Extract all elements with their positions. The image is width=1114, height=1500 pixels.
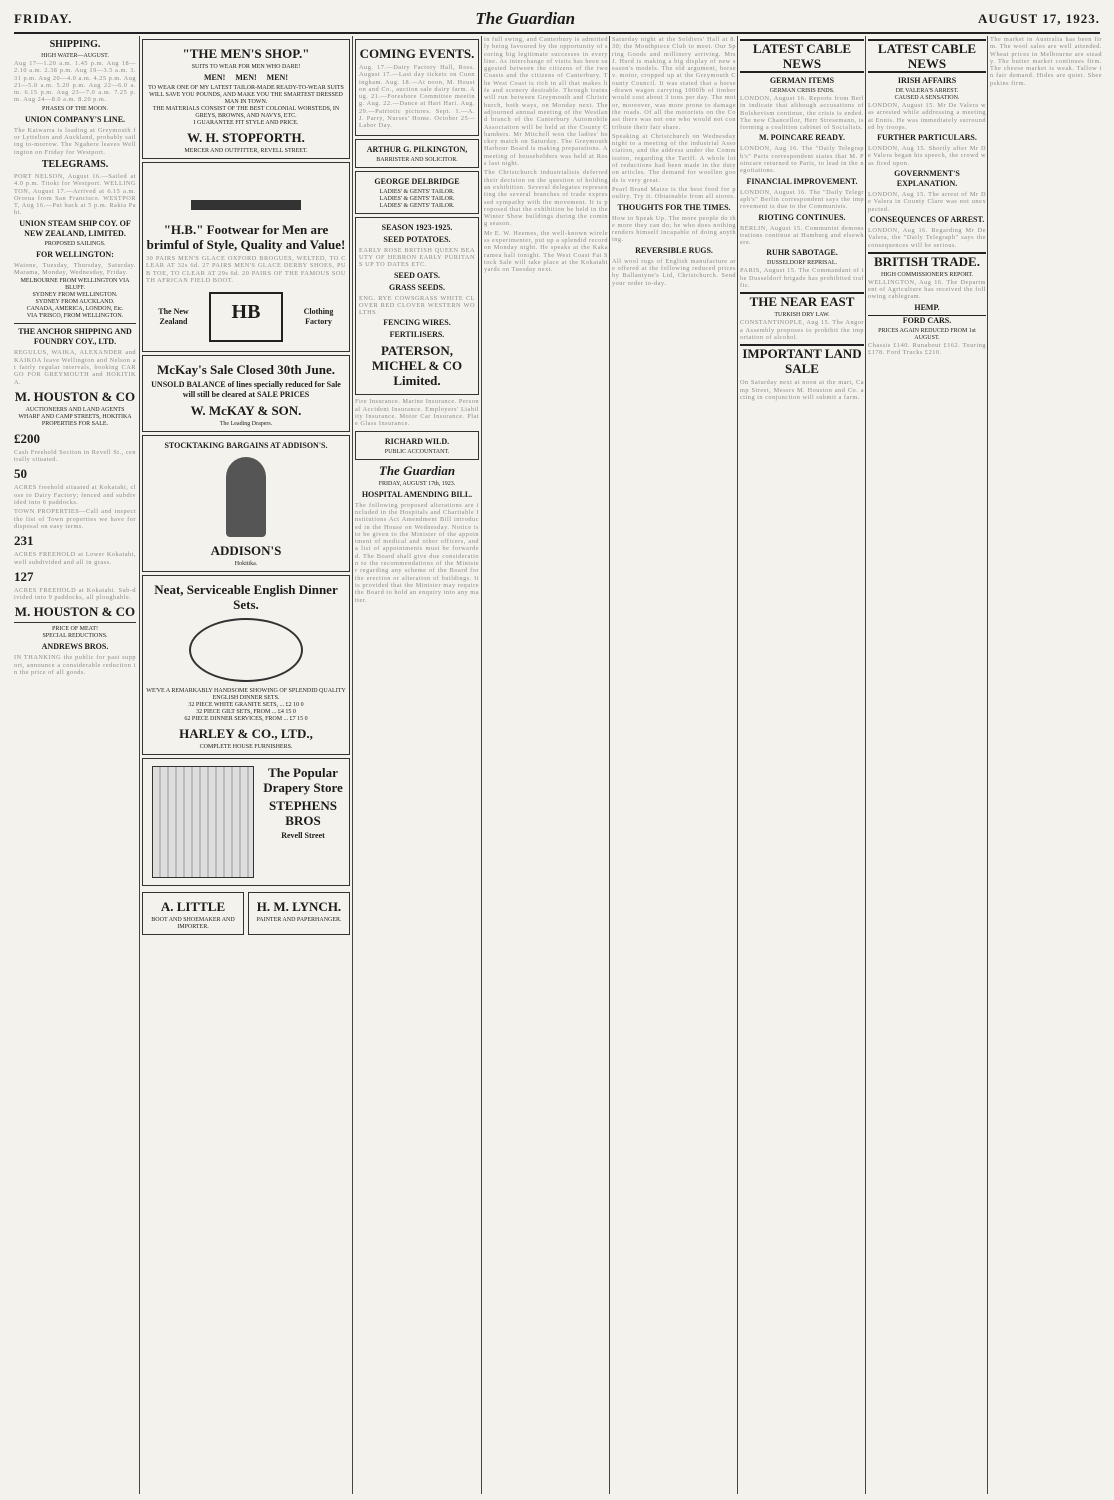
- property-text: ACRES FREEHOLD at Kokatahi. Sub-divided into 9 paddocks, all ploughable.: [14, 586, 136, 602]
- column-news: [484, 36, 608, 1494]
- shoe-illustration: [181, 170, 311, 218]
- pilkington-ad: [355, 139, 479, 168]
- divider: [14, 323, 136, 324]
- men-word-1: MEN!: [204, 73, 226, 82]
- column-rule: [609, 36, 610, 1494]
- mens-shop-guarantee: I GUARANTEE FIT STYLE AND PRICE.: [193, 120, 299, 126]
- masthead: The Guardian: [475, 9, 576, 28]
- dinner-showing: WE'VE A REMARKABLY HANDSOME SHOWING OF SPLENDID QUALITY ENGLISH DINNER SETS.: [146, 688, 346, 702]
- set-price-1: 32 PIECE WHITE GRANITE SETS, ... £2 10 0: [188, 702, 304, 709]
- telegrams-text: PORT NELSON, August 16.—Sailed at 4.0 p.m. Titoki for Westport. WELLINGTON, August 17.—Arrived at 6.15 a.m. Ororua from San Francisco. WESTPORT, Aug 16.—Put back at 5 p.m. Rakia Pahi.: [14, 172, 136, 217]
- meat-heading: PRICE OF MEAT!: [51, 626, 98, 633]
- fertilisers: FERTILISERS.: [389, 330, 445, 340]
- hospital-heading: HOSPITAL AMENDING BILL.: [361, 489, 473, 499]
- column-advertisements: [142, 36, 350, 1494]
- lady-illustration: [226, 457, 266, 537]
- irish-text: LONDON, August 15. Mr De Valera was arrested while addressing a meeting at Ennis. He was immediately surrounded by troops.: [868, 102, 986, 131]
- bottom-ads: [142, 889, 350, 938]
- for-wellington: FOR WELLINGTON:: [36, 249, 114, 259]
- land-sale-heading: IMPORTANT LAND SALE: [740, 344, 864, 376]
- men-word: [146, 73, 346, 83]
- column-cables: [740, 36, 864, 1494]
- property-text: ACRES freehold situated at Kokatahi, close to Dairy Factory; fenced and subdivided into 6 paddocks.: [14, 484, 136, 507]
- prices-heading: PRICES AGAIN REDUCED FROM 1st AUGUST.: [878, 327, 976, 341]
- tailor-2: LADIES' & GENTS' TAILOR.: [379, 195, 455, 202]
- property-text: ACRES FREEHOLD at Lower Kokatahi, well subdivided and all in grass.: [14, 551, 136, 566]
- hb-left-word: The New Zealand: [158, 307, 189, 327]
- ruhr-heading: RUHR SABOTAGE.: [766, 248, 838, 258]
- irish-heading: IRISH AFFAIRS: [897, 76, 957, 85]
- popular-store: The Popular Drapery Store: [263, 765, 343, 796]
- column-events: [355, 36, 479, 1494]
- cable-heading-2: LATEST CABLE NEWS: [868, 39, 986, 73]
- houston-heading-2: M. HOUSTON & CO: [14, 604, 136, 620]
- wild-sub: PUBLIC ACCOUNTANT.: [384, 448, 450, 455]
- column-cables-3: [990, 36, 1102, 1494]
- commissioner-heading: HIGH COMMISSIONER'S REPORT.: [880, 271, 974, 278]
- frisco-heading: VIA 'FRISCO, FROM WELLINGTON.: [26, 313, 124, 320]
- mens-shop-suits: SUITS TO WEAR FOR MEN WHO DARE!: [191, 64, 301, 70]
- properties-heading: PROPERTIES FOR SALE.: [41, 420, 109, 427]
- column-rule: [481, 36, 482, 1494]
- stephens-street: Revell Street: [281, 831, 325, 841]
- column-rule: [352, 36, 353, 1494]
- turkish-sub: TURKISH DRY LAW.: [774, 312, 830, 319]
- dinner-sets-ad: [142, 575, 350, 755]
- men-word-2: MEN!: [235, 73, 257, 82]
- column-rule: [139, 36, 140, 1494]
- news-text-2: The Christchurch industrialists deferred their decision on the question of holding an exhibition. Several delegates representing the several branches of trade expressed sympathy with the movement. It is proposed that the exhibition be held in the Winter Show buildings during the coming season.: [484, 169, 608, 228]
- poincare-heading: M. POINCARE READY.: [759, 133, 845, 143]
- dusseldorf-sub: DUSSELDORF REPRISAL.: [766, 260, 837, 267]
- header-day: FRIDAY.: [14, 11, 73, 26]
- lynch-sub: PAINTER AND PAPERHANGER.: [256, 917, 342, 924]
- little-sub: BOOT AND SHOEMAKER AND IMPORTER.: [151, 917, 235, 931]
- mckay-tagline: The Leading Drapers.: [219, 421, 273, 428]
- divider: [14, 622, 136, 623]
- addison-location: Hokitika.: [234, 561, 258, 568]
- andrews-heading: ANDREWS BROS.: [41, 642, 109, 652]
- mens-shop-title: "THE MEN'S SHOP.": [182, 46, 310, 61]
- set-price-2: 32 PIECE GILT SETS, FROM ... £4 15 0: [196, 709, 296, 716]
- acres-50: 50: [14, 466, 27, 482]
- editorial-text: The following proposed alterations are included in the Hospitals and Charitable Institutions Act Amendment Bill introduced in the House on Wednesday. Notice is to be given to the Minister of the appointment of medical and other officers, and a list of appointments must be forwarded. The Board shall give due consideration to the recommendations of the Minister regarding any scheme of the Board for the erection or alteration of buildings. It is provided that the Minister may require the Board to hold an enquiry into any matter.: [355, 501, 479, 604]
- column-news-2: [612, 36, 736, 1494]
- store-illustration: [152, 766, 254, 878]
- page-header: [14, 6, 1100, 34]
- german-sub: GERMAN CRISIS ENDS.: [769, 88, 835, 94]
- tailor-1: LADIES' & GENTS' TAILOR.: [379, 188, 455, 195]
- coming-events-title: COMING EVENTS.: [359, 46, 475, 61]
- fencing-wires: FENCING WIRES.: [383, 318, 451, 328]
- hemp-heading: HEMP.: [914, 302, 940, 312]
- stephens-ad: [142, 758, 350, 886]
- rioting-text: BERLIN, August 15. Communist demonstrations continue at Hamburg and elsewhere.: [740, 224, 864, 247]
- events-text: Aug. 17.—Dairy Factory Hall, Ross. August 17.—Last day tickets on Cunningham. Aug. 18.—At noon, M. Houston and Co., auction sale dairy farm. Aug. 21.—Foreshore Committee meeting. Aug. 22.—Dance at Hari Hari. Aug. 29.—Patriotic pictures. Sept. 1.—A. J. Parry, Nurses' Home. October 25—Labor Day.: [359, 64, 475, 130]
- sydney1-heading: SYDNEY FROM WELLINGTON.: [32, 292, 118, 299]
- potato-list: EARLY ROSE BRITISH QUEEN BEAUTY OF HEBRON EARLY PURITANS UP TO DATES ETC.: [359, 246, 475, 269]
- cable-heading: LATEST CABLE NEWS: [740, 39, 864, 73]
- mckay-ad: [142, 355, 350, 432]
- column-rule: [737, 36, 738, 1494]
- delbridge-ad: [355, 171, 479, 214]
- wharf-text: WHARF AND CAMP STREETS, HOKITIKA: [18, 413, 132, 420]
- wellington-text: Waione, Tuesday, Thursday, Saturday. Marama, Monday, Wednesday, Friday.: [14, 261, 136, 277]
- seed-oats: SEED OATS.: [393, 270, 441, 280]
- hb-logo-mark: HB: [231, 301, 261, 324]
- houston-sub: AUCTIONEERS AND LAND AGENTS: [25, 406, 125, 413]
- property-text: Cash Freehold Section in Revell St., centrally situated.: [14, 448, 136, 464]
- financial-text: LONDON, August 16. The "Daily Telegraph's" Berlin correspondent says the improvement is due to the Communists.: [740, 188, 864, 211]
- men-word-3: MEN!: [266, 73, 288, 82]
- anchor-heading: THE ANCHOR SHIPPING AND FOUNDRY COY., LTD.: [18, 327, 132, 347]
- mckay-name: W. McKAY & SON.: [190, 403, 302, 419]
- wild-ad: [355, 431, 479, 460]
- german-text: LONDON, August 16. Reports from Berlin indicate that although accusations of Bolshevism continue, the crisis is ended. The new Chancellor, Herr Stresemann, is forming a coalition cabinet of Socialists.: [740, 95, 864, 132]
- near-east-text: CONSTANTINOPLE, Aug 15. The Angora Assembly proposes to prohibit the importation of alcohol.: [740, 319, 864, 341]
- pilkington-sub: BARRISTER AND SOLICITOR.: [376, 156, 458, 163]
- news-text: The market in Australia has been firm. The wool sales are well attended. Wheat prices in Melbourne are steady. The butter market continues firm. The cheese market is weak. Tallow in fair demand. Hides are quiet. Sheepskins firm.: [990, 36, 1102, 87]
- property-text: TOWN PROPERTIES—Call and inspect the list of Town properties we have for disposal on easy terms.: [14, 508, 136, 530]
- news-text-3: Pearl Brand Maize is the best food for poultry. Try it. Obtainable from all stores.: [612, 185, 736, 201]
- stopforth-sub: MERCER AND OUTFITTER, REVELL STREET.: [184, 148, 308, 154]
- wild-name: RICHARD WILD.: [384, 436, 450, 446]
- acres-231: 231: [14, 533, 34, 549]
- reductions-heading: SPECIAL REDUCTIONS.: [42, 633, 108, 640]
- mckay-sub: UNSOLD BALANCE of lines specially reduced for Sale will still be cleared at SALE PRICES: [151, 380, 341, 400]
- rioting-heading: RIOTING CONTINUES.: [758, 212, 846, 222]
- further-heading: FURTHER PARTICULARS.: [877, 133, 977, 143]
- further-text: LONDON, Aug 15. Shortly after Mr De Valera began his speech, the crowd was fired upon.: [868, 145, 986, 167]
- mens-shop-wear: TO WEAR ONE OF MY LATEST TAILOR-MADE READY-TO-WEAR SUITS WILL SAVE YOU POUNDS, AND MAKE YOU THE SMARTEST DRESSED MAN IN TOWN.: [148, 85, 344, 105]
- union-text: The Kaiwarra is loading at Greymouth for Lyttelton and Auckland, probably sailing to-morrow. The Ngahere leaves Wellington on Friday for Westport.: [14, 126, 136, 156]
- stephens-name: STEPHENS BROS: [269, 798, 337, 829]
- column-shipping: [14, 36, 136, 1494]
- rugs-heading: REVERSIBLE RUGS.: [635, 245, 713, 255]
- paterson-name: PATERSON, MICHEL & CO Limited.: [371, 343, 463, 389]
- column-rule: [987, 36, 988, 1494]
- little-ad: [142, 892, 244, 935]
- conseq-heading: CONSEQUENCES OF ARREST.: [869, 214, 985, 224]
- tailor-3: LADIES' & GENTS' TAILOR.: [379, 202, 455, 209]
- gov-heading: GOVERNMENT'S EXPLANATION.: [894, 169, 960, 189]
- ussco-heading: UNION STEAM SHIP COY. OF NEW ZEALAND, LIMITED.: [19, 218, 131, 238]
- mens-shop-ad: [142, 39, 350, 159]
- news-text: Saturday night at the Soldiers' Hall at 8.30; the Mouthpiece Club to meet. Our Spring Goods and millinery arriving. Mrs J. Hurd is making a big display of new season's models. The old argument, horse v. motor, cropped up at the Greymouth County Council. It was stated that a horse-drawn wagon carrying 1000lb of timber would cost about 3 tons per day. The motor, moreover, was more prone to damage the roads. Of all the motorists on the Coast there was not one who would not contribute their fair share.: [612, 36, 736, 131]
- telegrams-heading: TELEGRAMS.: [41, 158, 109, 170]
- lynch-name: H. M. LYNCH.: [256, 899, 342, 915]
- stephens-text: [260, 762, 346, 882]
- column-cables-2: [868, 36, 986, 1494]
- shipping-heading: SHIPPING.: [49, 39, 101, 50]
- gov-text: LONDON, Aug 15. The arrest of Mr De Valera in County Clare was not unexpected.: [868, 191, 986, 213]
- sydney2-heading: SYDNEY FROM AUCKLAND.: [35, 299, 115, 306]
- price-200: £200: [14, 430, 40, 446]
- news-text: in full swing, and Canterbury is admittedly being favoured by the opportunity of scoring big legitimate successes in every line. As interchange of visits has been suggested between the citizens of the two Coasts and the citizens of Canterbury. The West Coast is rich in all that makes life and scenery desirable. Through trains will run between Greymouth and Christchurch, both ways, on Monday next. The adjourned annual meeting of the Westland branch of the Canterbury Automobile Association will be held at the County Chambers. Mr Mitchell won the ladies' hockey match on Saturday. The Greymouth Harbour Board is making preparations. A meeting of householders was held at Ross last night.: [484, 36, 608, 168]
- header-date: AUGUST 17, 1923.: [978, 11, 1100, 26]
- seed-potatoes: SEED POTATOES.: [383, 234, 451, 244]
- season-title: SEASON 1923-1925.: [381, 222, 453, 232]
- land-sale-text: On Saturday next at noon at the mart, Camp Street, Messrs M. Houston and Co. acting in conjunction will submit a farm.: [740, 379, 864, 401]
- coming-events: [355, 39, 479, 136]
- hb-headline: "H.B." Footwear for Men are brimful of Style, Quality and Value!: [146, 222, 346, 252]
- proposed-sailings: PROPOSED SAILINGS.: [44, 240, 106, 247]
- poincare-text: LONDON, Aug 16. The "Daily Telegraph's" Paris correspondent states that M. Poincare returned to Paris, to lead in the negotiations.: [740, 145, 864, 175]
- acres-127: 127: [14, 568, 34, 584]
- grass-seeds: GRASS SEEDS.: [388, 282, 446, 292]
- financial-heading: FINANCIAL IMPROVEMENT.: [746, 176, 858, 186]
- sensation-heading: CAUSED A SENSATION.: [894, 95, 960, 101]
- ruhr-text: PARIS, August 15. The Commandant of the Dusseldorf brigade has prohibited traffic.: [740, 267, 864, 290]
- ford-heading: FORD CARS.: [868, 315, 986, 326]
- news-text-2: Speaking at Christchurch on Wednesday night to a meeting of the industrial Association, and the address under the Commission, regarding the Tariff. A whole lot of reductions had been made in the duty on articles. The demand for woollen goods is very great.: [612, 132, 736, 184]
- hb-footwear-ad: [142, 162, 350, 352]
- hb-list: 30 PAIRS MEN'S GLACE OXFORD BROGUES, WELTED, TO CLEAR AT 32s 6d. 27 PAIRS MEN'S GLACE DERBY SHOES, PUB TOE, TO CLEAR AT 29s 6d. 20 PAIRS OF THE FAMOUS SOUTH AFRICAN FIELD BOOT.: [146, 255, 346, 284]
- houston-heading: M. HOUSTON & CO: [14, 388, 136, 404]
- column-rule: [865, 36, 866, 1494]
- news-text-3: Mr E. W. Heemes, the well-known wireless experimenter, put up a splendid record on Monday night. He speaks at the Kakaramea hall tonight. The West Coast Fat Stock Sale will take place at the Kokatahi yards on Tuesday next.: [484, 229, 608, 274]
- conseq-text: LONDON, Aug 16. Regarding Mr De Valera, the "Daily Telegraph" says the consequences will be serious.: [868, 226, 986, 249]
- addison-ad: [142, 435, 350, 572]
- near-east-heading: THE NEAR EAST: [740, 292, 864, 309]
- andrews-text: IN THANKING the public for past support, announce a considerable reduction in the price of all goods.: [14, 654, 136, 676]
- guardian-date: FRIDAY, AUGUST 17th, 1923.: [378, 480, 456, 487]
- paterson-ad: [355, 217, 479, 396]
- ford-text: Chassis £140. Runabout £162. Touring £178. Ford Trucks £210.: [868, 341, 986, 357]
- set-price-3: 62 PIECE DINNER SERVICES, FROM ... £7 15 0: [184, 716, 308, 723]
- moon-heading: PHASES OF THE MOON.: [42, 105, 108, 112]
- rugs-text: All wool rugs of English manufacture are offered at the following reduced prices by Ballantyne's Ltd, Christchurch. Send your order to-day.: [612, 257, 736, 287]
- grass-list: ENG. RYE COWSGRASS WHITE CLOVER RED CLOVER WESTERN WOLTHS: [359, 294, 475, 317]
- mckay-title: McKay's Sale Closed 30th June.: [156, 362, 336, 378]
- melbourne-heading: MELBOURNE FROM WELLINGTON VIA BLUFF.: [20, 278, 130, 292]
- guardian-masthead: The Guardian: [378, 462, 456, 478]
- canada-heading: CANADA, AMERICA, LONDON, Etc.: [26, 306, 124, 313]
- high-water-heading: HIGH WATER—AUGUST.: [41, 53, 109, 59]
- german-heading: GERMAN ITEMS: [769, 76, 835, 85]
- harley-name: HARLEY & CO., LTD.,: [179, 726, 313, 742]
- valera-heading: DE VALERA'S ARREST.: [895, 88, 959, 94]
- dinner-sets-title: Neat, Serviceable English Dinner Sets.: [154, 582, 338, 613]
- hb-logo: [209, 292, 283, 342]
- lynch-ad: [248, 892, 350, 935]
- harley-sub: COMPLETE HOUSE FURNISHERS.: [199, 744, 293, 751]
- stopforth-name: W. H. STOPFORTH.: [187, 130, 305, 145]
- delbridge-name: GEORGE DELBRIDGE: [374, 176, 460, 186]
- anchor-text: REGULUS, WAIKA, ALEXANDER and KAIKOA leave Wellington and Nelson at fairly regular intervals, booking CARGO FOR GREYMOUTH and HOKITIKA.: [14, 349, 136, 386]
- little-name: A. LITTLE: [160, 899, 226, 915]
- thoughts-heading: THOUGHTS FOR THE TIMES.: [617, 202, 731, 212]
- stocktaking-title: STOCKTAKING BARGAINS AT ADDISON'S.: [164, 441, 328, 451]
- dish-illustration: [189, 618, 303, 682]
- hb-right-word: Clothing Factory: [303, 307, 334, 327]
- trade-text: WELLINGTON, Aug 16. The Department of Agriculture has received the following cablegram.: [868, 278, 986, 301]
- union-heading: UNION COMPANY'S LINE.: [24, 114, 126, 124]
- tide-table: Aug 17—1.20 a.m. 1.45 p.m. Aug 18—2.10 a.m. 2.38 p.m. Aug 19—3.5 a.m. 3.31 p.m. Aug 20—4.0 a.m. 4.25 p.m. Aug 21—5.0 a.m. 5.20 p.m. Aug 22—6.0 a.m. 6.15 p.m. Aug 23—7.0 a.m. 7.25 p.m. Aug 24—8.0 a.m. 8.20 p.m.: [14, 60, 136, 104]
- pilkington-name: ARTHUR G. PILKINGTON,: [366, 144, 468, 154]
- insurance-text: Fire Insurance. Marine Insurance. Personal Accident Insurance. Employers' Liability Insurance. Motor Car Insurance. Plate Glass Insurance.: [355, 398, 479, 428]
- hb-footer: [146, 286, 346, 348]
- mens-shop-materials: THE MATERIALS CONSIST OF THE BEST COLONIAL WORSTEDS, IN GREYS, BROWNS, AND NAVYS, ETC.: [152, 106, 340, 119]
- addison-name: ADDISON'S: [210, 543, 282, 559]
- thoughts-text: How to Speak Up. The more people do the more they can do; he who does nothing renders himself incapable of doing anything.: [612, 214, 736, 244]
- british-trade-heading: BRITISH TRADE.: [868, 252, 986, 269]
